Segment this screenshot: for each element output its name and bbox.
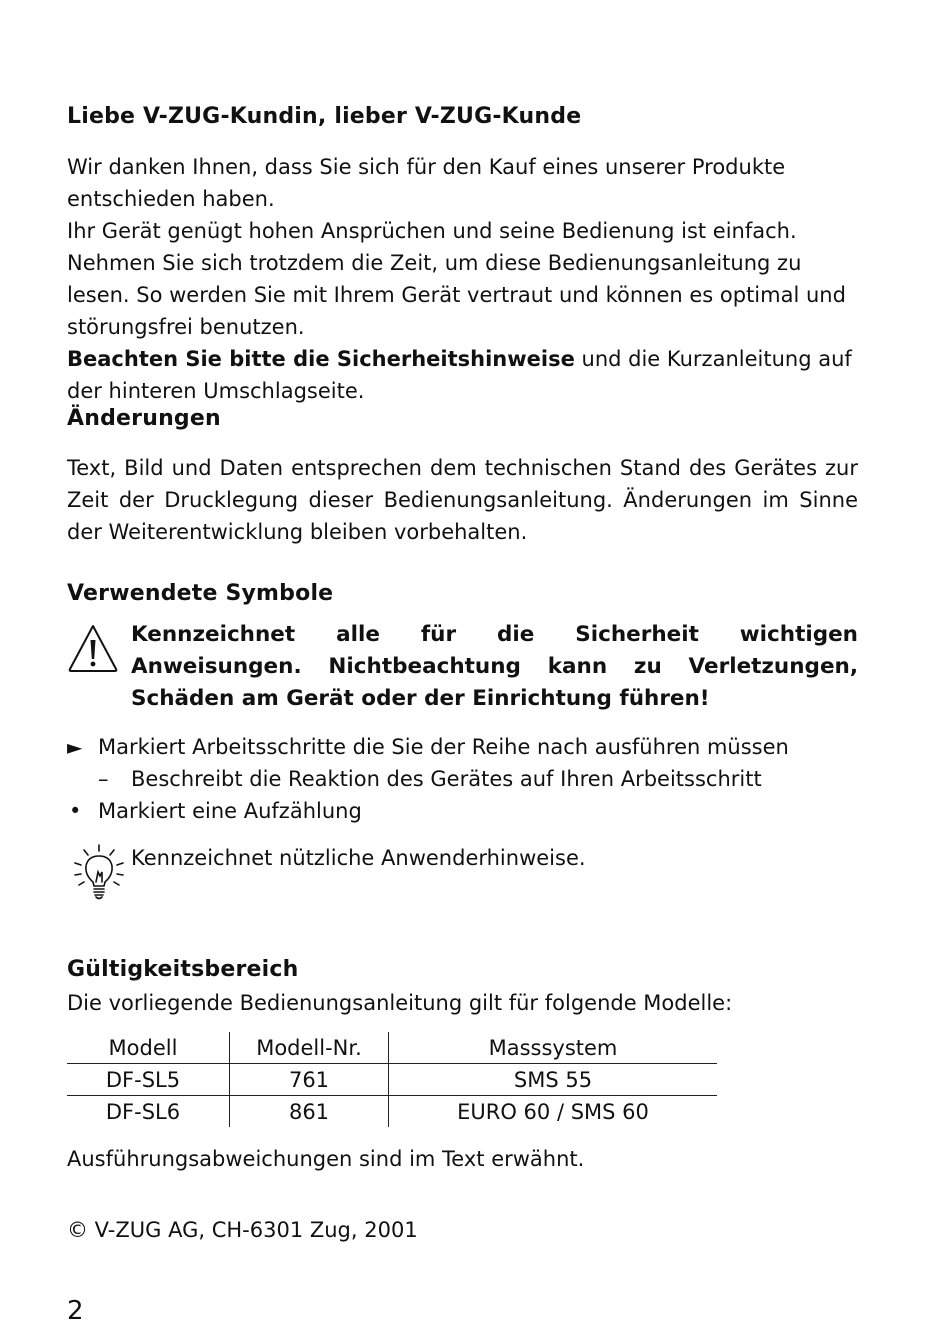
column-header-measurement-system: Masssystem <box>389 1032 718 1064</box>
validity-heading: Gültigkeitsbereich <box>67 957 299 982</box>
warning-text: Kennzeichnet alle für die Sicherheit wichtigen Anweisungen. Nichtbeachtung kann zu Verletzungen, Schäden am Gerät oder der Einrichtung führen! <box>131 622 858 711</box>
variation-note: Ausführungsabweichungen sind im Text erwähnt. <box>67 1147 585 1171</box>
lightbulb-icon <box>71 842 127 902</box>
models-table <box>67 1032 717 1127</box>
dash-icon: – <box>98 767 109 791</box>
table-row <box>67 1096 717 1128</box>
device-paragraph: Ihr Gerät genügt hohen Ansprüchen und seine Bedienung ist einfach. Nehmen Sie sich trotzdem die Zeit, um diese Bedienungsanleitung zu lesen. So werden Sie mit Ihrem Gerät vertraut und können es optimal und störungsfrei benutzen. <box>67 219 846 339</box>
safety-paragraph <box>67 343 858 407</box>
step-symbol-row <box>67 731 858 763</box>
changes-section <box>67 452 858 548</box>
tip-text: Kennzeichnet nützliche Anwenderhinweise. <box>131 846 586 870</box>
column-header-model-number: Modell-Nr. <box>230 1032 389 1064</box>
measurement-system-cell: EURO 60 / SMS 60 <box>389 1096 718 1128</box>
changes-heading: Änderungen <box>67 406 221 431</box>
page-number: 2 <box>67 1296 84 1326</box>
reaction-symbol-text: Beschreibt die Reaktion des Gerätes auf Ihren Arbeitsschritt <box>131 767 762 791</box>
measurement-system-cell: SMS 55 <box>389 1064 718 1096</box>
bullet-icon: • <box>69 799 82 823</box>
intro-paragraph: Wir danken Ihnen, dass Sie sich für den Kauf eines unserer Produkte entschieden haben. <box>67 155 786 211</box>
validity-intro-block <box>67 987 858 1019</box>
copyright-line: © V-ZUG AG, CH-6301 Zug, 2001 <box>67 1218 418 1242</box>
bullet-symbol-row <box>67 795 858 827</box>
safety-rest: und die Kurzanleitung auf der hinteren Umschlagseite. <box>67 347 852 403</box>
intro-section <box>67 151 858 407</box>
tip-note <box>67 840 858 904</box>
table-row <box>67 1064 717 1096</box>
step-symbol-text: Markiert Arbeitsschritte die Sie der Reihe nach ausführen müssen <box>98 735 789 759</box>
table-header-row <box>67 1032 717 1064</box>
reaction-symbol-row <box>67 763 858 795</box>
model-number-cell: 761 <box>230 1064 389 1096</box>
warning-note <box>67 619 858 719</box>
variation-note-block <box>67 1143 858 1175</box>
safety-emphasis: Beachten Sie bitte die Sicherheitshinweise <box>67 347 575 371</box>
validity-intro: Die vorliegende Bedienungsanleitung gilt für folgende Modelle: <box>67 991 733 1015</box>
changes-paragraph: Text, Bild und Daten entsprechen dem technischen Stand des Gerätes zur Zeit der Drucklegung dieser Bedienungsanleitung. Änderungen im Sinne der Weiterentwicklung bleiben vorbehalten. <box>67 456 858 544</box>
bullet-symbol-text: Markiert eine Aufzählung <box>98 799 362 823</box>
greeting-heading: Liebe V-ZUG-Kundin, lieber V-ZUG-Kunde <box>67 104 582 129</box>
model-cell: DF-SL5 <box>67 1064 230 1096</box>
column-header-model: Modell <box>67 1032 230 1064</box>
copyright-block <box>67 1214 858 1246</box>
play-arrow-icon: ► <box>67 735 83 759</box>
warning-triangle-icon <box>67 623 119 673</box>
symbols-heading: Verwendete Symbole <box>67 581 334 606</box>
model-number-cell: 861 <box>230 1096 389 1128</box>
model-cell: DF-SL6 <box>105 1099 181 1124</box>
